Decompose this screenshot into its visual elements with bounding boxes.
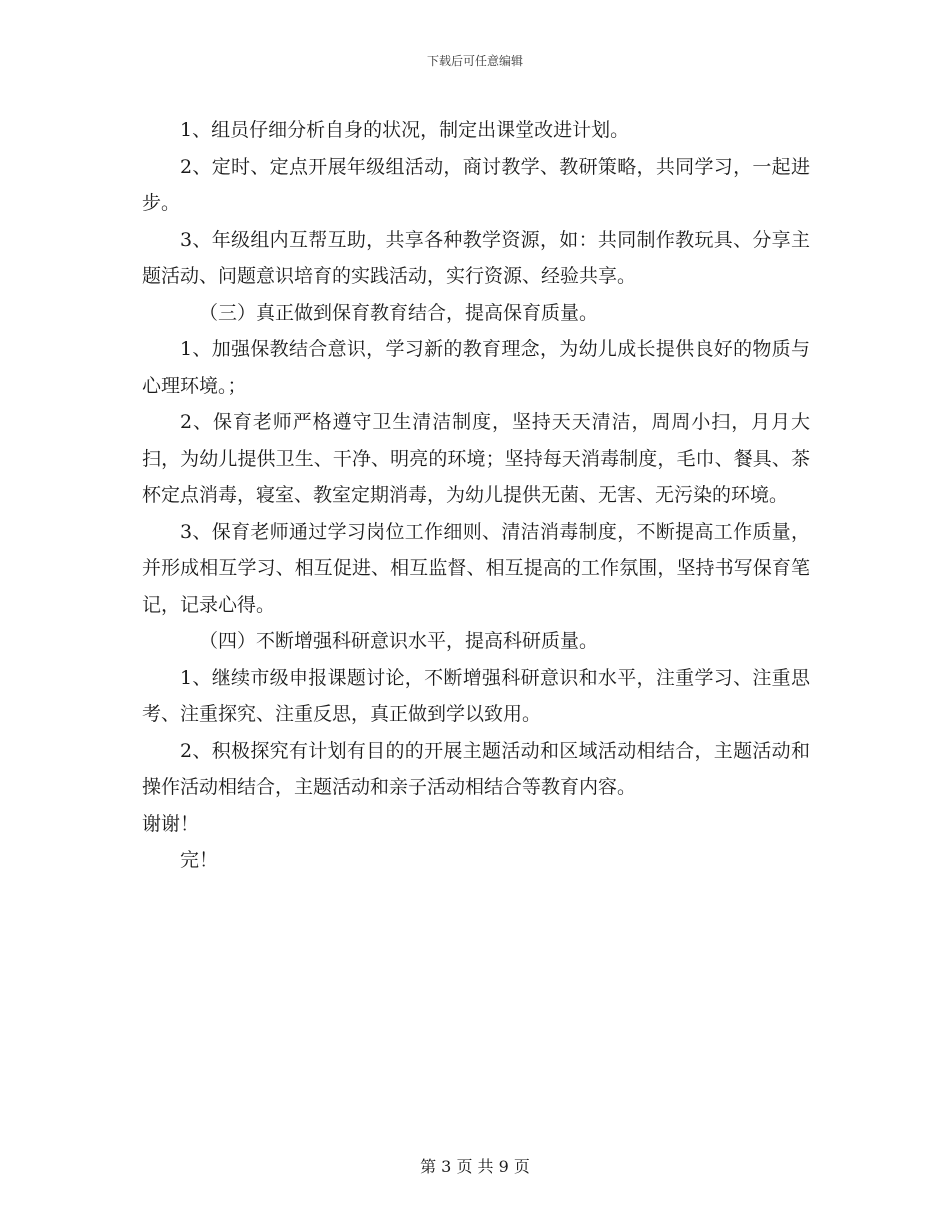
paragraph-7: 1、继续市级申报课题讨论，不断增强科研意识和水平，注重学习、注重思考、注重探究、注重反思，真正做到学以致用。 — [142, 666, 810, 725]
page-footer: 第 3 页 共 9 页 — [420, 1157, 530, 1176]
paragraph-1: 1、组员仔细分析自身的状况，制定出课堂改进计划。 — [180, 119, 630, 141]
closing-thanks: 谢谢！ — [142, 812, 200, 835]
paragraph-4: 1、加强保教结合意识，学习新的教育理念，为幼儿成长提供良好的物质与心理环境。； — [142, 338, 810, 397]
paragraph-2: 2、定时、定点开展年级组活动，商讨教学、教研策略，共同学习，一起进步。 — [142, 155, 810, 214]
paragraph-5: 2、保育老师严格遵守卫生清洁制度，坚持天天清洁，周周小扫，月月大扫，为幼儿提供卫生、干净、明亮的环境；坚持每天消毒制度，毛巾、餐具、茶杯定点消毒，寝室、教室定期消毒，为幼儿提供无菌、无害、无污染的环境。 — [142, 411, 810, 506]
closing-end: 完！ — [180, 849, 219, 871]
paragraph-3: 3、年级组内互帮互助，共享各种教学资源，如：共同制作教玩具、分享主题活动、问题意识培育的实践活动，实行资源、经验共享。 — [142, 228, 810, 287]
section-heading-3: （三）真正做到保育教育结合，提高保育质量。 — [199, 301, 599, 324]
page-header: 下载后可任意编辑 — [426, 54, 523, 68]
paragraph-6: 3、保育老师通过学习岗位工作细则、清洁消毒制度，不断提高工作质量，并形成相互学习、相互促进、相互监督、相互提高的工作氛围，坚持书写保育笔记，记录心得。 — [142, 520, 810, 616]
section-heading-4: （四）不断增强科研意识水平，提高科研质量。 — [199, 630, 599, 652]
paragraph-8: 2、积极探究有计划有目的的开展主题活动和区域活动相结合，主题活动和操作活动相结合，主题活动和亲子活动相结合等教育内容。 — [142, 739, 810, 798]
document-body — [142, 112, 810, 879]
